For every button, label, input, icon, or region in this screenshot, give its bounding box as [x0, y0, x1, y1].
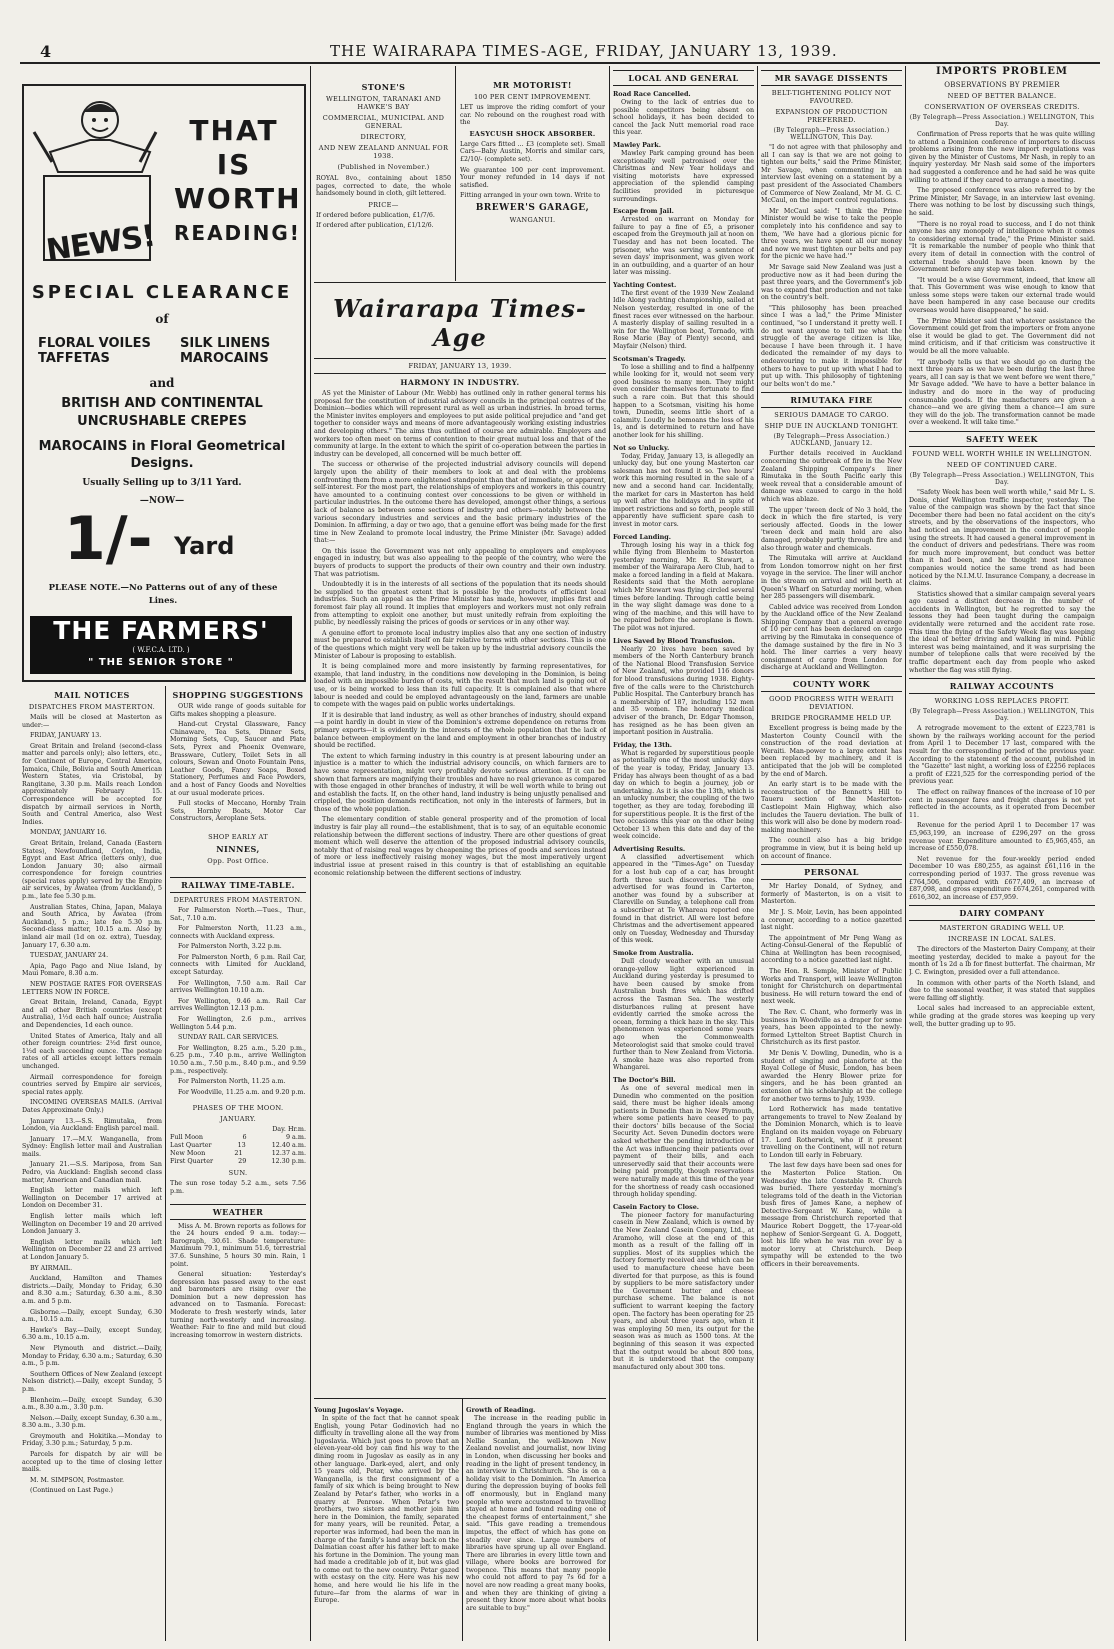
column-divider	[455, 66, 456, 281]
editorial-paragraph: AS yet the Minister of Labour (Mr. Webb) has outlined only in rather general terms his proposal for the constitution of industrial advisory councils in the principal centres of the Dominion—bodies which will represent rural as well as urban industries. In broad terms, the Minister invites employers and employees to put aside political prejudice and "and get together to consider ways and means of more advantageously working existing industries and developing others." The aims thus outlined of course are admirable. Employers and workers too often meet on terms of contention to their great mutual loss and that of the community at large. In the extent to which the spirit of co-operation between the parties in industry can be developed, all concerned will be much better off.	[314, 390, 606, 458]
mail-paragraph: January 13.—S.S. Rimutaka, from London, via Auckland: English parcel mail.	[22, 1117, 162, 1133]
railway-paragraph: SUNDAY RAIL CAR SERVICES.	[178, 1034, 279, 1042]
ninnes-address: Opp. Post Office.	[207, 856, 269, 865]
stones-line: AND NEW ZEALAND ANNUAL FOR 1938.	[318, 144, 449, 160]
farmers-logo	[30, 616, 292, 674]
safety-paragraph: "Safety Week has been well worth while," said Mr L. S. Donis, chief Wellington traffic inspector, yesterday. The value of the campaign was shown by the fact that since December there had been no fatal accident on the city's streets, and by the observations of the inspectors, who had noticed an improvement in the conduct of people using the streets. It had caused a general improvement in the conduct of drivers and pedestrians. There was room for much more improvement, but conduct was better than it had been, and he thought most insurance companies would notice the same trend as had been noticed by the N.I.M.U. Insurance Company, a decrease in claims.	[909, 488, 1095, 588]
moon-title: PHASES OF THE MOON.	[192, 1104, 284, 1113]
mail-paragraph: Mails will be closed at Masterton as under:—	[22, 714, 162, 729]
railway-accounts-sub1: WORKING LOSS REPLACES PROFIT.	[934, 697, 1070, 706]
imports-sub2: NEED OF BETTER BALANCE.	[947, 92, 1057, 100]
news-column-5	[909, 66, 1095, 1638]
moon-time: 12.37 a.m.	[271, 1148, 306, 1157]
mail-paragraph: NEW POSTAGE RATES FOR OVERSEAS LETTERS NOW IN FORCE.	[22, 981, 162, 996]
safety-paragraph: Statistics showed that a similar campaign several years ago caused a distinct decrease in the number of accidents in Wellington, but he regretted to say the lessons they had been taught during the campaign evidentally were returned and the accident rate rose. This time the flying of the Safety Week flag was keeping the ideal of better driving and walking in mind. Public interest was being maintained, and it was surprising the number of telephone calls that were received by the traffic department each day from people who asked whether the flag was still flying.	[909, 590, 1095, 674]
editorial-paragraph: On this issue the Government was not only appealing to employers and employees engaged in industry, but was also appealing to the people of the country, who were the buyers of products to support the products of their own country and their own industry. That was patriotism.	[314, 547, 606, 578]
mail-paragraph: Greymouth and Hokitika.—Monday to Friday, 3.30 p.m.; Saturday, 5 p.m.	[22, 1432, 162, 1448]
mail-paragraph: Apia, Pago Pago and Niue Island, by Maui Pomare, 8.30 a.m.	[22, 962, 162, 978]
growth-title: Growth of Reading.	[466, 1406, 536, 1414]
item-silk-linens: SILK LINENS	[180, 336, 271, 351]
dairy-paragraph: In common with other parts of the North Island, and due to the seasonal weather, it was stated that supplies were falling off slightly.	[909, 979, 1095, 1002]
lower-rule	[314, 1398, 606, 1399]
editorial-section	[314, 288, 606, 1396]
railway-paragraph: For Palmerston North, 6 p.m. Rail Car, connects with Limited for Auckland, except Saturday.	[170, 953, 306, 977]
sale-price: 1/-	[64, 504, 153, 574]
moon-phase: Full Moon	[170, 1133, 204, 1142]
stones-body: ROYAL 8vo., containing about 1850 pages, corrected to date, the whole handsomely bound in cloth, gilt lettered.	[316, 175, 451, 198]
railway-paragraph: For Wellington, 7.50 a.m. Rail Car arrives Wellington 10.10 a.m.	[170, 979, 306, 995]
column-divider	[609, 66, 610, 1641]
mail-paragraph: Airmail correspondence for foreign countries served by Empire air services, special rates apply.	[22, 1073, 162, 1096]
savage-sub2: EXPANSION OF PRODUCTION PREFERRED.	[775, 108, 888, 124]
local-item-heading: Scotsman's Tragedy.	[613, 354, 686, 363]
editorial-paragraphs	[314, 390, 606, 877]
local-item-heading: Lives Saved by Blood Transfusion.	[613, 636, 735, 645]
motorist-title: MR MOTORIST!	[493, 80, 572, 90]
railway-accounts-byline: (By Telegraph—Press Association.) WELLINGTON, This Day.	[909, 708, 1095, 723]
safety-sub1: FOUND WELL WORTH WHILE IN WELLINGTON.	[912, 449, 1092, 458]
stones-line: COMMERCIAL, MUNICIPAL AND GENERAL	[322, 114, 445, 130]
editorial-date: FRIDAY, JANUARY 13, 1939.	[408, 362, 512, 370]
store-sub: ( W.F.C.A. LTD. )	[132, 646, 190, 654]
mail-paragraph: Nelson.—Daily, except Sunday, 6.30 a.m., 8.30 a.m., 3.30 p.m.	[22, 1414, 162, 1430]
county-paragraph: The council also has a big bridge programme in view, but it is being held up on account of finance.	[761, 837, 902, 860]
mail-paragraph: English letter mails which left Wellington on December 17 arrived at London on December 31.	[22, 1187, 162, 1210]
safety-byline: (By Telegraph—Press Association.) WELLINGTON, This Day.	[909, 471, 1095, 486]
railway-accounts-paragraph: A retrograde movement to the extent of £223,781 is shown by the railways working account for the period from April 1 to December 17 last, compared with the result for the corresponding period of the previous year. According to the statement of the account, published in the "Gazette" last night, a working loss of £2256 replaces a profit of £221,525 for the corresponding period of the previous year.	[909, 725, 1095, 786]
mail-paragraph: Great Britain, Ireland, Canada, Egypt and all other British countries (except Australia), 1½d each half ounce; Australia and Dependencies, 1d each ounce.	[22, 999, 162, 1029]
railway-accounts-paragraph: Revenue for the period April 1 to December 17 was £5,963,199, an increase of £296,297 on the gross revenue year. Expenditure amounted to £5,965,455, an increase of £550,078.	[909, 822, 1095, 853]
personal-title: PERSONAL	[761, 864, 902, 880]
shopping-paragraph: Hand-cut Crystal Glassware, Fancy Chinaware, Tea Sets, Dinner Sets, Morning Sets, Cup, Saucer and Plate Sets, Pyrex and Phoenix Ovenware, Brassware, Cutlery, Toilet Sets in all colours, Sewan and Onoto Fountain Pens, Leather Goods, Fancy Soaps, Boxed Stationery, Perfumes and Face Powders, and a host of Fancy Goods and Novelties at our usual moderate prices.	[170, 721, 306, 797]
local-item-heading: Smoke from Australia.	[613, 949, 694, 957]
motorist-body4: Fitting arranged in your own town. Write to	[460, 192, 601, 200]
railway-paragraph: For Palmerston North, 11.23 a.m., connects with Auckland express.	[170, 925, 306, 940]
and-text: and	[149, 376, 175, 390]
per-yard: Yard	[174, 532, 235, 560]
mail-paragraph: MONDAY, JANUARY 16.	[30, 829, 107, 837]
mail-paragraph: Southern Offices of New Zealand (except Nelson district).—Daily, except Sunday, 5 p.m.	[22, 1370, 162, 1393]
mail-paragraph: English letter mails which left Wellington on December 19 and 20 arrived London January 3.	[22, 1213, 162, 1236]
railway-paragraph: For Palmerston North.—Tues., Thur., Sat., 7.10 a.m.	[170, 906, 306, 922]
railway-accounts-title: RAILWAY ACCOUNTS	[909, 678, 1095, 694]
shopping-paragraphs	[170, 703, 306, 823]
imports-paragraph: Confirmation of Press reports that he was quite willing to attend a Dominion conference of importers to discuss problems arising from the new import regulations was given by the Minister of Customs, Mr Nash, in reply to an inquiry yesterday. Mr Nash said some of the importers had suggested a conference and he had said he was quite willing to attend if they cared to arrange a meeting.	[909, 131, 1095, 184]
editorial-paragraph: A genuine effort to promote local industry implies also that any one section of industry must be prepared to establish itself on fair relative terms with other sections. This is one of the questions which might very well be taken up by the industrial advisory councils the Minister of Labour is proposing to establish.	[314, 629, 606, 660]
local-item-body: Arrested on warrant on Monday for failure to pay a fine of £5, a prisoner escaped from the Greymouth jail at noon on Tuesday and has not been located. The prisoner, who was serving a sentence of seven days' imprisonment, was given work in an outbuilding, and a quarter of an hour later was missing.	[613, 216, 754, 277]
local-item-body: A classified advertisement which appeared in the "Times-Age" on Tuesday for a lost hub cap of a car, has brought forth three such discoveries. The one advertised for was found in Carterton, another was found by a subscriber at Clareville on Sunday, a telephone call from a subscriber at Te Whareau reported one found in that district. All were lost before Christmas and the advertisement appeared only on Tuesday, Wednesday and Thursday of this week.	[613, 853, 754, 945]
railway-paragraph: For Wellington, 8.25 a.m., 5.20 p.m., 6.25 p.m., 7.40 p.m., arrive Wellington 10.50 a.m., 7.50 p.m., 8.40 p.m., and 9.59 p.m., respectively.	[170, 1044, 306, 1075]
moon-time: 12.30 p.m.	[271, 1156, 306, 1165]
that-line: THAT	[189, 114, 279, 147]
local-general-items	[613, 90, 754, 1371]
local-item-heading: The Doctor's Bill.	[613, 1075, 676, 1084]
local-general-title: LOCAL AND GENERAL	[613, 70, 754, 86]
editorial-paragraph: The extent to which farming industry in this country is at present labouring under an injustice is a matter to which the industrial advisory councils, on which farmers are to have some representation, might very profitably devote serious attention. If it can be shown that farmers are magnifying their troubles and have no real grievance as compared with those engaged in other branches of industry, it will be well worth while to bring out and establish the facts. If, on the other hand, land industry is being unjustly penalised and crippled, the position demands rectification, not only in the interests of farmers, but in those of the whole population.	[314, 752, 606, 813]
moon-phase: Last Quarter	[170, 1140, 212, 1149]
local-item-heading: Yachting Contest.	[613, 280, 677, 289]
railway-subtitle: DEPARTURES FROM MASTERTON.	[173, 895, 303, 904]
county-paragraphs	[761, 725, 902, 860]
personal-paragraph: The Rev. C. Chant, who formerly was in business in Woodville as a draper for some years, has been appointed to the newly-formed Lyttelton Street Baptist Church in Christchurch as its first pastor.	[761, 1009, 902, 1047]
rimutaka-paragraph: Further details received in Auckland concerning the outbreak of fire in the New Zealand Shipping Company's liner Rimutaka in the South Pacific early this week reveal that a considerable amount of damage was caused to cargo in the hold which was ablaze.	[761, 450, 902, 503]
mail-paragraph: Australian States, China, Japan, Malaya and South Africa, by Awatea (from Auckland), 5 p.m.; late fee 5.30 p.m. Second-class matter, 10.15 a.m. Also by inland air mail (1d on oz. extra), Tuesday, January 17, 6.30 a.m.	[22, 903, 162, 949]
motorist-town: WANGANUI.	[509, 215, 556, 224]
rimutaka-paragraphs	[761, 450, 902, 672]
editorial-paragraph: The success or otherwise of the projected industrial advisory councils will depend largely upon the ability of their members to look at and deal with the problems confronting them from a more enlightened standpoint than that of immediate, or apparent, self-interest. For the most part, the relationships of employers and workers in this country have amounted to a continuing contest over concessions to be given or withheld in particular industries. In the outcome there has developed, amongst other things, a serious lack of balance as between some sections of industry and others—notably between the various secondary industries and services and the basic primary industries of the Dominion. In affirming, a day or two ago, that a genuine effort was being made for the first time in New Zealand to promote local industry, the Prime Minister (Mr. Savage) added that:—	[314, 461, 606, 545]
safety-title: SAFETY WEEK	[909, 431, 1095, 447]
rimutaka-byline: (By Telegraph—Press Association.) AUCKLAND, January 12.	[773, 433, 890, 448]
personal-paragraph: Mr J. S. Moir, Levin, has been appointed a coroner, according to a notice gazetted last night.	[761, 908, 902, 932]
editorial-paragraph: It is being complained more and more insistently by farming representatives, for example, that land industry, in the conditions now developing in the Dominion, is being loaded with an impossible burden of costs, with the result that much land is going out of use, or is being worked to less than its full capacity. It is complained also that where labour is needed and could be employed advantageously on the land, farmers are unable to compete with the wages paid on public works undertakings.	[314, 663, 606, 709]
mail-paragraph: New Plymouth and district.—Daily, Monday to Friday, 6.30 a.m.; Saturday, 6.30 a.m., 5 p.m.	[22, 1344, 162, 1368]
local-item-body: The first event of the 1939 New Zealand Idle Along yachting championship, sailed at Nelson yesterday, resulted in one of the finest races ever witnessed on the harbour. A masterly display of sailing resulted in a win for the Wellington boat, Tornado, with Rose Marie (Bay of Plenty) second, and Mayfair (Nelson) third.	[613, 289, 754, 351]
dairy-paragraphs	[909, 946, 1095, 1028]
moon-day: 21	[234, 1148, 243, 1157]
safety-sub2: NEED OF CONTINUED CARE.	[946, 460, 1058, 469]
railway-paragraphs	[170, 907, 306, 1096]
column-divider	[462, 1398, 463, 1641]
mail-paragraph: English letter mails which left Wellington on December 22 and 23 arrived at London January 5.	[22, 1238, 162, 1261]
local-item-body: As one of several medical men in Dunedin who commented on the position said, there must be higher ideals among patients in Dunedin than in New Plymouth, where some patients have ceased to pay their doctors' bills because of the Social Security Act. Seven Dunedin doctors were asked whether the pending introduction of the Act was influencing their patients over payment of their bills, and each unreservedly said that their accounts were being paid promptly, though reservations were naturally made at this time of the year for the shortness of ready cash occasioned through holiday spending.	[613, 1084, 754, 1199]
imports-sub1: OBSERVATIONS BY PREMIER	[944, 81, 1060, 89]
store-slogan: " THE SENIOR STORE "	[88, 657, 234, 668]
stones-line: WELLINGTON, TARANAKI AND HAWKE'S BAY	[325, 95, 442, 111]
railway-title: RAILWAY TIME-TABLE.	[170, 877, 306, 893]
dairy-sub2: INCREASE IN LOCAL SALES.	[948, 935, 1056, 944]
local-item-heading: Road Race Cancelled.	[613, 90, 691, 98]
local-item-body: The pioneer factory for manufacturing casein in New Zealand, which is owned by the New Zealand Casein Company, Ltd., at Aramoho, will close at the end of this month as a result of the falling off in supplies. Most of its supplies which the factory formerly received and which can be used to manufacture cheese have been diverted for that purpose, as this is found by suppliers to be more satisfactory under the Government butter and cheese purchase scheme. The balance is not sufficient to warrant keeping the factory open. The factory has been operating for 25 years, and about three years ago, when it was employing 50 men, its output for the season was as much as 1500 tons. At the beginning of this season it was expected that the output would be about 800 tons, but it is understood that the company manufactured only about 300 tons.	[613, 1211, 754, 1371]
column-divider	[165, 686, 166, 1641]
personal-paragraph: The appointment of Mr Peng Wang as Acting-Consul-General of the Republic of China at Wellington has been recognised, according to a notice gazetted last night.	[761, 934, 902, 965]
local-item-body: Owing to the lack of entries due to possible competitors being absent on school holidays, it has been decided to cancel the Jack Nutt memorial road race this year.	[613, 99, 754, 137]
imports-paragraphs	[909, 131, 1095, 427]
mail-paragraph: Hawke's Bay.—Daily, except Sunday, 6.30 a.m., 10.15 a.m.	[22, 1326, 162, 1342]
mail-paragraph: Auckland, Hamilton and Thames districts.—Daily, Monday to Friday, 6.30 and 8.30 a.m.; Saturday, 6.30 a.m., 8.30 a.m. and 5 p.m.	[22, 1275, 162, 1305]
please-note: PLEASE NOTE.—No Patterns out of any of these Lines.	[48, 583, 278, 606]
stones-price-2: If ordered after publication, £1/12/6.	[316, 222, 434, 230]
imports-paragraph: "It would be a wise Government, indeed, that knew all that. This Government was wise enough to know that unless some steps were taken our external trade would have been hampered in any case because our credits overseas would have disappeared," he said.	[909, 276, 1095, 315]
railway-accounts-paragraph: The effect on railway finances of the increase of 10 per cent in passenger fares and freight charges is not yet reflected in the accounts, as it operated from December 11.	[909, 788, 1095, 819]
moon-day: 6	[242, 1133, 247, 1142]
imports-paragraph: "There is no royal road to success, and I do not think anyone has any monopoly of intelligence when it comes to considering external trade," the Prime Minister said. "It is remarkable the number of people who think that every item of detail in connection with the control of external trade should have been known by the Government before any step was taken.	[909, 220, 1095, 274]
weather-paragraph: Miss A. M. Brown reports as follows for the 24 hours ended 9 a.m. today:—Barograph, 30.61. Shade temperature: Maximum 79.1, minimum 51.6, terrestrial 37.6. Sunshine, 5 hours 30 min. Rain, 1 point.	[170, 1222, 306, 1268]
moon-table-head: Day. Hr.m.	[272, 1125, 306, 1134]
stones-line: (Published in November.)	[337, 163, 430, 171]
mail-title: MAIL NOTICES	[54, 690, 130, 700]
local-item-heading: Mawley Park.	[613, 140, 661, 149]
mail-paragraph: Parcels for dispatch by air will be accepted up to the time of closing letter mails.	[22, 1451, 162, 1474]
rimutaka-sub1: SERIOUS DAMAGE TO CARGO.	[774, 411, 889, 420]
special-clearance: SPECIAL CLEARANCE	[31, 282, 293, 303]
mail-paragraph: INCOMING OVERSEAS MAILS. (Arrival Dates Approximate Only.)	[22, 1099, 162, 1114]
personal-paragraph: Mr Denis V. Dowling, Dunedin, who is a student of singing and pianoforte at the Royal College of Music, London, has been awarded the Henry Blower prize for singers, and he has been granted an extension of his scholarship at the college for another two terms to July, 1939.	[761, 1050, 902, 1103]
local-item-heading: Escape from Jail.	[613, 207, 674, 216]
mail-paragraph: January 17.—M.V. Wanganella, from Sydney: English letter mail and Australian mails.	[22, 1135, 162, 1158]
shopping-paragraph: OUR wide range of goods suitable for Gifts makes shopping a pleasure.	[170, 703, 306, 718]
stones-lines	[316, 95, 451, 171]
savage-paragraph: Mr McCaul said: "I think the Prime Minister would be wise to take the people completely into his confidence and say to them, 'We have had a glorious picnic for three years, we have spent all our money and now we must tighten our belts and pay for the picnic we have had.'"	[761, 207, 902, 261]
savage-paragraphs	[761, 144, 902, 388]
is-line: IS	[216, 148, 252, 181]
county-sub2: BRIDGE PROGRAMME HELD UP.	[771, 714, 892, 723]
railway-paragraph: For Wellington, 9.46 a.m. Rail Car arrives Wellington 12.13 p.m.	[170, 997, 306, 1013]
mail-paragraph: United States of America, Italy and all other foreign countries: 2½d first ounce, 1½d each succeeding ounce. The postage rates of all articles except letters remain unchanged.	[22, 1032, 162, 1070]
savage-byline: (By Telegraph—Press Association.) WELLINGTON, This Day.	[773, 127, 890, 141]
county-paragraph: An early start is to be made with the reconstruction of the Bennett's Hill to Taueru section of the Masterton-Castlepoint Main Highway, which also includes the Taueru deviation. The bulk of this work will also be done by modern road-making machinery.	[761, 781, 902, 834]
mail-paragraphs	[22, 714, 162, 1495]
page-number: 4	[40, 42, 52, 61]
mail-paragraph: M. M. SIMPSON, Postmaster.	[30, 1476, 125, 1484]
savage-paragraph: "This philosophy has been preached since I was a lad," the Prime Minister continued, "so I understand it pretty well. I do not want anyone to tell me what the struggle of the average citizen is like, because I have been through it. I have dedicated the remainder of my days to endeavouring to make it impossible for others to have to put up with what I had to put up with. This philosophy of tightening our belts won't do me."	[761, 304, 902, 388]
motorist-body3: We guarantee 100 per cent improvement. Your money refunded in 14 days if not satisfied.	[460, 166, 605, 189]
stones-price-1: If ordered before publication, £1/7/6.	[316, 211, 435, 219]
item-taffetas: TAFFETAS	[38, 351, 110, 366]
local-item-body: Mawley Park camping ground has been exceptionally well patronised over the Christmas and New Year holidays and visiting motorists have expressed appreciation of the splendid camping facilities provided in picturesque surroundings.	[613, 149, 754, 203]
uncrushable-crepes: UNCRUSHABLE CREPES	[77, 414, 247, 429]
moon-day: 29	[238, 1156, 247, 1165]
dairy-paragraph: The directors of the Masterton Dairy Company, at their meeting yesterday, decided to make a payout for the month of 1s 2d a lb for finest butterfat. The chairman, Mr J. C. Ewington, presided over a full attendance.	[909, 946, 1095, 977]
worth-line: WORTH	[174, 182, 302, 215]
stones-directory-ad	[316, 80, 451, 280]
reading-line: READING!	[174, 221, 301, 245]
mail-subtitle: DISPATCHES FROM MASTERTON.	[28, 703, 156, 711]
personal-paragraph: The Hon. R. Semple, Minister of Public Works and Transport, will leave Wellington tonight for Christchurch on departmental business. He will return toward the end of next week.	[761, 968, 902, 1006]
store-name: THE FARMERS'	[53, 616, 269, 645]
local-item-body: To lose a shilling and to find a halfpenny while looking for it, would not seem very good business to many men. They might even consider themselves fortunate to find such a rare coin. But that this should happen to a Scotsman, visiting his home town, Dunedin, seems little short of a calamity. Loudly he bemoans the loss of his 1s, and is determined to return and have another look for his shilling.	[613, 363, 754, 439]
local-item-heading: Casein Factory to Close.	[613, 1202, 700, 1211]
newspaper-masthead: THE WAIRARAPA TIMES-AGE, FRIDAY, JANUARY 13, 1939.	[330, 42, 838, 60]
weather-title: WEATHER	[170, 1204, 306, 1220]
moon-phase: New Moon	[170, 1148, 206, 1157]
young-title: Young Jugoslav's Voyage.	[314, 1406, 404, 1414]
editorial-masthead: Wairarapa Times-Age	[333, 294, 587, 352]
mail-paragraph: (Continued on Last Page.)	[30, 1487, 114, 1495]
british-continental: BRITISH AND CONTINENTAL	[61, 396, 263, 411]
imports-byline: (By Telegraph—Press Association.) WELLINGTON, This Day.	[909, 114, 1095, 128]
imports-paragraph: The proposed conference was also referred to by the Prime Minister, Mr Savage, in an interview last evening. There was nothing to be lost by discussing such things, he said.	[909, 187, 1095, 217]
railway-accounts-paragraph: Net revenue for the four-weekly period ended December 10 was £80,255, as against £61,116 in the corresponding period of 1937. The gross revenue was £764,506, compared with £677,409, an increase of £87,098, and gross expenditure £674,261, compared with £616,302, an increase of £57,959.	[909, 855, 1095, 901]
shopping-title: SHOPPING SUGGESTIONS	[172, 690, 304, 700]
county-sub1: GOOD PROGRESS WITH WERAITI DEVIATION.	[769, 695, 894, 712]
editorial-title: HARMONY IN INDUSTRY.	[400, 378, 520, 387]
savage-title: MR SAVAGE DISSENTS	[761, 70, 902, 86]
rimutaka-paragraph: The upper 'tween deck of No 3 hold, the deck in which the fire started, is very seriously affected. Goods in the lower 'tween deck and main hold are also damaged, probably partly through fire and also through water and chemicals.	[761, 506, 902, 552]
mail-paragraph: FRIDAY, JANUARY 13.	[30, 732, 102, 740]
item-marocains: MAROCAINS	[180, 351, 269, 366]
rimutaka-paragraph: Cabled advice was received from London by the Auckland office of the New Zealand Shipping Company that a general average of 10 per cent has been declared on cargo arriving by the Rimutaka in consequence of the damage sustained by the fire in No 3 hold. The liner carries a very heavy consignment of cargo from London for discharge at Auckland and Wellington.	[761, 603, 902, 672]
column-divider	[757, 66, 758, 1641]
marocains-designs: MAROCAINS in Floral Geometrical Designs.	[38, 439, 286, 471]
young-body: In spite of the fact that he cannot speak English, young Petar Godinovich had no difficulty in travelling alone all the way from Jugoslavia. Which just goes to prove that an eleven-year-old boy can find his way to the dining room in Jugoslav as easily as in any other language. Dark-eyed, alert, and only 15 years old, Petar, who arrived by the Wanganella, is the first consignment of a family of six which is being brought to New Zealand by Petar's father, who works in a quarry at Penrose. When Petar's two brothers, two sisters and mother join him here in the Dominion, the family, separated for many years, will be reunited. Petar, a reporter was informed, had been the man in charge of the family's land away back on the Dalmatian coast after his father left to make his fortune in the Dominion. The young man had made a creditable job of it, but was glad to come out to the new country. Petar gazed with ecstasy on the city. Here was his new home, and here would lie his life in the future—far from the alarms of war in Europe.	[314, 1415, 459, 1605]
moon-month: JANUARY.	[219, 1115, 257, 1124]
farmers-advertisement	[22, 84, 306, 682]
local-general-column	[613, 66, 754, 1638]
item-floral-voiles: FLORAL VOILES	[38, 336, 151, 351]
weather-paragraphs	[170, 1223, 306, 1340]
motorist-product: EASYCUSH SHOCK ABSORBER.	[469, 129, 596, 138]
moon-phase: First Quarter	[170, 1156, 214, 1165]
railway-paragraph: For Palmerston North, 11.25 a.m.	[178, 1078, 286, 1086]
savage-sub1: BELT-TIGHTENING POLICY NOT FAVOURED.	[771, 89, 892, 105]
mail-paragraph: Great Britain, Ireland, Canada (Eastern States), Newfoundland, Ceylon, India, Egypt and East Africa (letters only), due London January 30; also airmail correspondence for foreign countries (special rates apply) served by the Empire air services, by Awatea (from Auckland), 5 p.m., late fee 5.30 p.m.	[22, 839, 162, 901]
local-item-body: What is regarded by superstitious people as potentially one of the most unlucky days of the year is today, Friday, January 13. Friday has always been thought of as a bad day on which to begin a journey, job or undertaking. As it is also the 13th, which is an unlucky number, the coupling of the two together, as they are today, foreboding ill for superstitious people. It is the first of the two occasions this year on the other being October 13 when this date and day of the week coincide.	[613, 749, 754, 841]
savage-paragraph: "I do not agree with that philosophy and all I can say is that we are not going to tighten our belts," said the Prime Minister, Mr Savage, when commenting in an interview last evening on a statement by a past president of the Associated Chambers of Commerce of New Zealand, Mr M. G. C. McCaul, on the import control regulations.	[761, 144, 902, 205]
shop-early: SHOP EARLY AT	[208, 832, 268, 841]
moon-table	[170, 1134, 306, 1165]
local-item-heading: Advertising Results.	[613, 844, 686, 853]
local-item-heading: Forced Landing.	[613, 532, 671, 541]
weather-paragraph: General situation: Yesterday's depression has passed away to the east and barometers are rising over the Dominion but a new depression has advanced on to Tasmania. Forecast: Moderate to fresh westerly winds, later turning north-westerly and increasing. Weather: Fair to fine and mild but cloud increasing tomorrow in western districts.	[170, 1271, 306, 1339]
motorist-body: LET us improve the riding comfort of your car. No rebound on the roughest road with the	[460, 104, 605, 127]
stones-line: DIRECTORY,	[360, 133, 407, 141]
railway-paragraph: For Wellington, 2.6 p.m., arrives Wellington 5.44 p.m.	[170, 1016, 306, 1031]
sun-times: The sun rose today 5.2 a.m., sets 7.56 p.m.	[170, 1180, 306, 1195]
sun-title: SUN.	[228, 1169, 248, 1178]
dairy-title: DAIRY COMPANY	[909, 905, 1095, 921]
editorial-paragraph: Undoubtedly it is in the interests of all sections of the population that its needs should be supplied to the greatest extent that is possible by the products of efficient local industries. Such an appeal as the Prime Minister has made, however, implies first and foremost fair play all round. It implies that employers and workers must not only refrain from attempting to exploit one another, but must unitedly refrain from exploiting the public, by needlessly raising the prices of goods or services or in any other way.	[314, 581, 606, 627]
personal-paragraph: Mr Harley Donald, of Sydney, and formerly of Masterton, is on a visit to Masterton.	[761, 883, 902, 906]
rimutaka-title: RIMUTAKA FIRE	[761, 392, 902, 408]
shopping-paragraph: Full stocks of Meccano, Hornby Train Sets, Hornby Boats, Motor Car Constructors, Aeroplane Sets.	[170, 800, 306, 823]
railway-accounts-paragraphs	[909, 725, 1095, 901]
railway-paragraph: For Woodville, 11.25 a.m. and 9.20 p.m.	[178, 1088, 306, 1096]
county-title: COUNTY WORK	[761, 676, 902, 692]
imports-paragraph: "If anybody tells us that we should go on during the next three years as we have been during the last three years, all I can say is that we went before we went there," Mr Savage added. "We have to have a better balance in industry and do more in the way of producing consumable goods. If the manufacturers are given a chance—and we are giving them a chance—I am sure they will do the job. The transformation cannot be made over a weekend. It will take time."	[909, 358, 1095, 427]
mail-paragraph: January 21.—S.S. Mariposa, from San Pedro, via Auckland: English second class matter, American and Canadian mail.	[22, 1161, 162, 1184]
brewers-garage: BREWER'S GARAGE,	[475, 202, 590, 213]
mail-paragraph: Great Britain and Ireland (second-class matter and parcels only); also letters, etc., for Continent of Europe, Central America, Jamaica, Chile, Bolivia and South American Western States, via Cristobal, by Rangitane, 3.30 p.m. Mails reach London approximately February 15. Correspondence will be accepted for dispatch by airmail services in North, South and Central America, also West Indies.	[22, 742, 162, 826]
mail-paragraph: BY AIRMAIL.	[30, 1264, 73, 1272]
imports-sub3: CONSERVATION OF OVERSEAS CREDITS.	[924, 103, 1080, 111]
usual-price: Usually Selling up to 3/11 Yard.	[82, 478, 242, 488]
growth-reading-article	[466, 1402, 606, 1638]
mail-notices-column	[22, 688, 162, 1638]
stones-price: PRICE—	[368, 200, 399, 209]
editorial-paragraph: The elementary condition of stable general prosperity and of the promotion of local industry is fair play all round—the establishment, that is to say, of an equitable economic relationship between the different sections of industry. There are other questions of great moment which well deserve the attention of the proposed industrial advisory councils, notably that of raising real wages by cheapening the prices of goods and services instead of more or less ineffectively raising money wages, but the most imperatively urgent industrial issue at present raised in this country is that of establishing an equitable economic relationship between the different sections of industry.	[314, 816, 606, 877]
now-text: —NOW—	[139, 496, 185, 506]
mail-paragraph: Gisborne.—Daily, except Sunday, 6.30 a.m., 10.15 a.m.	[22, 1308, 162, 1324]
motorist-ad	[460, 78, 605, 278]
county-paragraph: Excellent progress is being made by the Masterton County Council with the construction of the road deviation at Weraiti. Man-power to a large extent has been replaced by machinery, and it is anticipated that the job will be completed by the end of March.	[761, 725, 902, 778]
moon-time: 9 a.m.	[285, 1133, 306, 1142]
column-divider	[310, 66, 311, 1641]
dairy-paragraph: Local sales had increased to an appreciable extent, while grading at the grade stores was keeping up very well, the butter grading up to 95.	[909, 1005, 1095, 1028]
news-headline: NEWS!	[44, 218, 157, 269]
mail-paragraph: Blenheim.—Daily, except Sunday, 6.30 a.m., 8.30 a.m., 3.30 p.m.	[22, 1396, 162, 1412]
savage-paragraph: Mr Savage said New Zealand was just a productive now as it had been during the past three years, and the Government's job was to expand that production and not take on the country's belt.	[761, 263, 902, 302]
local-item-heading: Friday, the 13th.	[613, 740, 672, 749]
local-item-body: Today, Friday, January 13, is allegedly an unlucky day, but one young Masterton car salesman has not found it so. Two hours' work this morning resulted in the sale of a new and a second hand car. Incidentally, the market for cars in Masterton has held up well after the holidays and in spite of import restrictions and so forth, people still apparently have sufficient spare cash to invest in motor cars.	[613, 452, 754, 528]
railway-paragraph: For Palmerston North, 3.22 p.m.	[178, 943, 282, 951]
local-item-body: Nearly 20 lives have been saved by members of the North Canterbury branch of the National Blood Transfusion Service of New Zealand, who provided 116 donors for blood transfusions during 1938. Eighty-five of the calls were to the Christchurch Public Hospital. The Canterbury branch has a membership of 187, including 152 men and 35 women. The honorary medical adviser of the branch, Dr. Edgar Thomson, has resigned as he has been given an important position in Australia.	[613, 645, 754, 737]
dairy-sub1: MASTERTON GRADING WELL UP.	[939, 924, 1065, 933]
editorial-top-rule	[314, 282, 606, 283]
moon-row	[170, 1158, 306, 1166]
column-divider	[905, 66, 906, 1641]
safety-paragraphs	[909, 489, 1095, 674]
mail-paragraph: TUESDAY, JANUARY 24.	[30, 952, 109, 960]
growth-body: The increase in the reading public in England through the years in which the number of libraries was mentioned by Miss Nellie Scanlan, the well-known New Zealand novelist and journalist, now living in London, when discussing her books and reading in the light of present tendency, in an interview in Christchurch. She is on a holiday visit to the Dominion. "In America during the depression buying of books fell off enormously, but in England many people who were accustomed to travelling stayed at home and found reading one of the cheapest forms of entertainment," she said. "This gave reading a tremendous impetus, the effect of which has gone on steadily ever since. Large numbers of libraries have sprung up all over England. There are libraries in every little town and village, where books are borrowed for twopence. This means that many people who could not afford to pay 7s 6d for a novel are now reading a great many books, and when they are thinking of giving a present they know more about what books are suitable to buy."	[466, 1415, 606, 1612]
header-rule	[20, 62, 1100, 64]
local-item-body: Dull cloudy weather with an unusual orange-yellow light experienced in Auckland during yesterday is presumed to have been caused by smoke from Australian bush fires which has drifted across the Tasman Sea. The westerly disturbances ruling at present have evidently carried the smoke across the ocean, forming a thick haze in the sky. This phenomenon was experienced some years ago when the Commonwealth Meteorologist said that smoke could travel further than to New Zealand from Victoria. A smoke haze was also reported from Whangarei.	[613, 958, 754, 1072]
motorist-sub: 100 PER CENT IMPROVEMENT.	[473, 93, 592, 101]
of-text: of	[155, 312, 169, 326]
stones-title: STONE'S	[361, 82, 406, 92]
editorial-paragraph: If it is desirable that land industry, as well as other branches of industry, should expand—a point hardly in doubt in view of the Dominion's extreme dependence on returns from primary exports—it is evidently in the interests of the whole population that the lack of balance between employment on the land and employment in other branches of industry should be rectified.	[314, 711, 606, 750]
news-column-4	[761, 66, 902, 1638]
rimutaka-paragraph: The Rimutaka will arrive at Auckland from London tomorrow night on her first voyage in the service. The liner will anchor in the stream on arrival and will berth at Queen's Wharf on Saturday morning, when her 285 passengers will disembark.	[761, 555, 902, 601]
personal-paragraphs	[761, 883, 902, 1269]
moon-time: 12.40 a.m.	[271, 1140, 306, 1149]
young-jugoslav-article	[314, 1402, 459, 1638]
personal-paragraph: The last few days have been sad ones for the Masterton Police Station. On Wednesday the late Constable R. Church was buried. There yesterday morning's telegrams told of the death in the Victorian bush fires of James Kane, a nephew of Detective-Sergeant W. Kane, while a message from Christchurch reported that Maurice Robert Doggett, the 17-year-old nephew of Senior-Sergeant G. A. Doggett, lost his life when he was run over by a motor lorry at Christchurch. Deep sympathy will be extended to the two officers in their bereavements.	[761, 1162, 902, 1269]
imports-title: IMPORTS PROBLEM	[936, 66, 1068, 77]
personal-paragraph: Lord Rotherwick has made tentative arrangements to travel to New Zealand by the Dominion Monarch, which is to leave England on its maiden voyage on February 17. Lord Rotherwick, who if it present travelling on the Continent, will not return to London till early in February.	[761, 1106, 902, 1159]
imports-paragraph: The Prime Minister said that whatever assistance the Government could get from the importers or from anyone else it would be glad to get. The Government did not mind criticism, and if that criticism was constructive it would be all the more valuable.	[909, 317, 1095, 356]
moon-day: 13	[237, 1140, 246, 1149]
local-item-body: Through losing his way in a thick fog while flying from Blenheim to Masterton yesterday morning, Mr. R. Stewart, a member of the Wairarapa Aero Club, had to make a forced landing in a field at Makara. Residents said that the Moth aeroplane which Mr Stewart was flying circled several times before landing. Through cattle being in the way slight damage was done to a wing of the machine, and this will have to be repaired before the aeroplane is flown. The pilot was not injured.	[613, 541, 754, 633]
ninnes-store: NINNES,	[216, 843, 260, 854]
motorist-body2: Large Cars fitted ... £3 (complete set). Small Cars—Baby Austin, Morris and similar cars, £2/10/- (complete set).	[460, 140, 605, 163]
local-item-heading: Not so Unlucky.	[613, 443, 670, 452]
middle-left-column	[170, 688, 306, 1638]
rimutaka-sub2: SHIP DUE IN AUCKLAND TONIGHT.	[764, 422, 899, 431]
